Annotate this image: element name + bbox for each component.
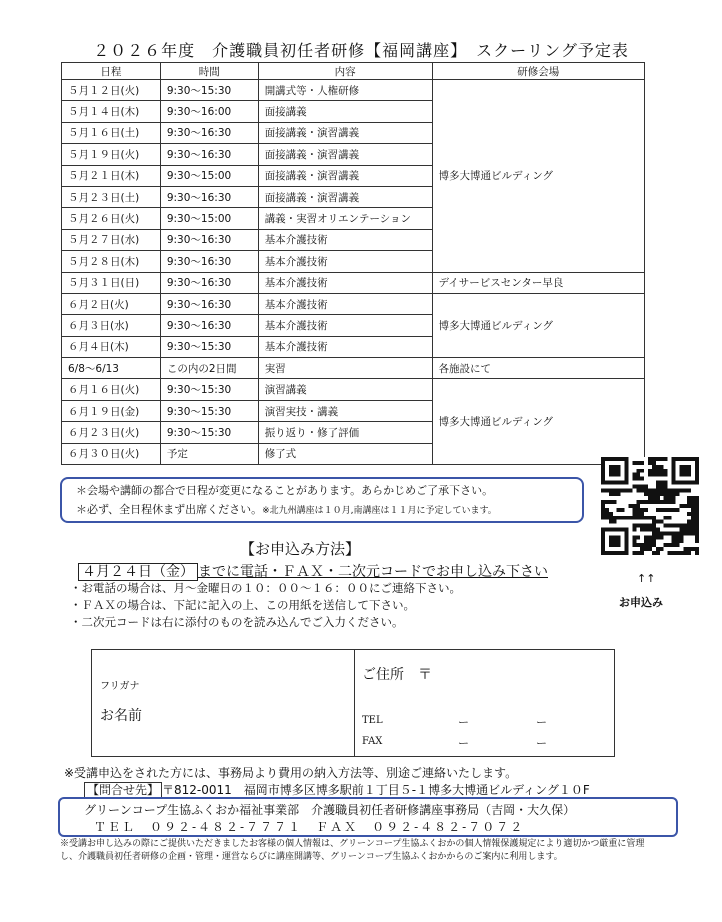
schedule-date: ５月１９日(火): [62, 144, 161, 165]
schedule-date: ６月１６日(火): [62, 379, 161, 400]
deadline-line: [78, 561, 548, 581]
schedule-time: 9:30～15:30: [160, 422, 258, 443]
schedule-content: 面接講義・演習講義: [258, 165, 432, 186]
schedule-venue: 博多大博通ビルディング: [432, 379, 644, 465]
header-date: 日程: [62, 63, 161, 80]
fax-field[interactable]: FAX: [362, 736, 383, 747]
table-row: [62, 358, 645, 379]
schedule-time: 予定: [160, 443, 258, 464]
schedule-time: 9:30～16:30: [160, 144, 258, 165]
fax-dash-1: ー: [458, 737, 469, 750]
qr-label: お申込み: [619, 596, 663, 609]
contact-line: [84, 781, 590, 798]
deadline-text: までに電話・ＦＡＸ・二次元コードでお申し込み下さい: [198, 564, 548, 580]
apply-methods-list: [70, 580, 461, 631]
schedule-time: 9:30～15:30: [160, 80, 258, 101]
table-row: [62, 272, 645, 293]
org-telfax: ＴＥＬ ０９２-４８２-７７７１ ＦＡＸ ０９２-４８２-７０７２: [94, 820, 525, 834]
deadline-date: ４月２４日（金）: [78, 563, 198, 581]
schedule-date: ６月４日(木): [62, 336, 161, 357]
schedule-time: 9:30～16:30: [160, 272, 258, 293]
note-line-2: [62, 500, 582, 521]
schedule-time: 9:30～16:30: [160, 186, 258, 207]
contact-label: 【問合せ先】: [84, 782, 162, 798]
schedule-content: 基本介護技術: [258, 251, 432, 272]
schedule-time: 9:30～15:30: [160, 336, 258, 357]
schedule-content: 基本介護技術: [258, 315, 432, 336]
method-qr: ・ 二次元コードは右に添付のものを読み込んでご入力ください。: [70, 614, 461, 631]
schedule-content: 基本介護技術: [258, 293, 432, 314]
qr-code-icon[interactable]: [601, 457, 699, 555]
org-box: [58, 797, 678, 837]
schedule-content: 基本介護技術: [258, 336, 432, 357]
schedule-content: 実習: [258, 358, 432, 379]
table-row: [62, 379, 645, 400]
table-row: [62, 80, 645, 101]
address-field[interactable]: ご住所 〒: [362, 667, 432, 683]
schedule-date: ５月２７日(水): [62, 229, 161, 250]
method-phone: ・ お電話の場合は、月～金曜日の１０：００～１６：００にご連絡下さい。: [70, 580, 461, 597]
schedule-date: ６月２３日(火): [62, 422, 161, 443]
contact-address: 〒812-0011 福岡市博多区博多駅前１丁目５-１博多大博通ビルディング１０F: [162, 783, 590, 797]
fee-notice: ※受講申込をされた方には、事務局より費用の納入方法等、別途ご連絡いたします。: [64, 766, 518, 780]
schedule-date: ６月１９日(金): [62, 400, 161, 421]
schedule-content: 修了式: [258, 443, 432, 464]
schedule-content: 面接講義・演習講義: [258, 144, 432, 165]
qr-arrows: ↑↑: [637, 572, 656, 585]
schedule-time: 9:30～16:30: [160, 251, 258, 272]
notes-box: [60, 477, 584, 523]
schedule-date: ６月２日(火): [62, 293, 161, 314]
schedule-time: この内の2日間: [160, 358, 258, 379]
note-line-2-small: ※北九州講座は１０月,南講座は１１月に予定しています。: [262, 506, 497, 516]
note-line-1: ＊会場や講師の都合で日程が変更になることがあります。あらかじめご了承下さい。: [76, 484, 494, 497]
fax-dash-2: ー: [536, 737, 547, 750]
page-title: ２０２６年度 介護職員初任者研修【福岡講座】 スクーリング予定表: [93, 41, 629, 60]
tel-dash-2: ー: [536, 716, 547, 729]
schedule-time: 9:30～15:30: [160, 379, 258, 400]
schedule-time: 9:30～16:30: [160, 315, 258, 336]
schedule-content: 演習講義: [258, 379, 432, 400]
schedule-time: 9:30～16:30: [160, 229, 258, 250]
name-field[interactable]: お名前: [100, 708, 142, 724]
table-row: [62, 293, 645, 314]
privacy-notice: ※受講お申し込みの際にご提供いただきましたお客様の個人情報は、グリーンコープ生協ふくおかの個人情報保護規定により適切かつ厳重に管理し、介護職員初任者研修の企画・管理・運営ならびに講座開講等、グリーンコープ生協ふくおかからのご案内に利用します。: [60, 839, 645, 862]
schedule-body: [62, 80, 645, 465]
schedule-date: ５月２６日(火): [62, 208, 161, 229]
schedule-time: 9:30～16:30: [160, 122, 258, 143]
schedule-venue: 博多大博通ビルディング: [432, 80, 644, 273]
org-name: グリーンコープ生協ふくおか福祉事業部 介護職員初任者研修講座事務局（吉岡・大久保）: [84, 803, 576, 817]
schedule-date: ５月２８日(木): [62, 251, 161, 272]
schedule-content: 演習実技・講義: [258, 400, 432, 421]
schedule-time: 9:30～15:00: [160, 165, 258, 186]
method-fax: ・ ＦＡＸの場合は、下記に記入の上、この用紙を送信して下さい。: [70, 597, 461, 614]
schedule-content: 面接講義・演習講義: [258, 122, 432, 143]
header-time: 時間: [160, 63, 258, 80]
form-divider: [354, 650, 355, 756]
schedule-time: 9:30～15:00: [160, 208, 258, 229]
note-line-2-main: ＊必ず、全日程休まず出席ください。: [76, 503, 263, 516]
schedule-content: 基本介護技術: [258, 272, 432, 293]
schedule-venue: 各施設にて: [432, 358, 644, 379]
furigana-field[interactable]: フリガナ: [100, 681, 140, 692]
table-header-row: [62, 63, 645, 80]
schedule-venue: デイサービスセンター早良: [432, 272, 644, 293]
schedule-date: ５月２１日(木): [62, 165, 161, 186]
schedule-content: 振り返り・修了評価: [258, 422, 432, 443]
schedule-date: 6/8～6/13: [62, 358, 161, 379]
schedule-date: ５月２３日(土): [62, 186, 161, 207]
schedule-content: 開講式等・人権研修: [258, 80, 432, 101]
application-form: [91, 649, 615, 757]
schedule-content: 面接講義: [258, 101, 432, 122]
tel-dash-1: ー: [458, 716, 469, 729]
schedule-venue: 博多大博通ビルディング: [432, 293, 644, 357]
schedule-time: 9:30～16:30: [160, 293, 258, 314]
schedule-date: ５月１６日(土): [62, 122, 161, 143]
schedule-time: 9:30～16:00: [160, 101, 258, 122]
schedule-date: ５月１２日(火): [62, 80, 161, 101]
schedule-date: ５月３１日(日): [62, 272, 161, 293]
header-venue: 研修会場: [432, 63, 644, 80]
tel-field[interactable]: TEL: [362, 715, 383, 726]
schedule-content: 講義・実習オリエンテーション: [258, 208, 432, 229]
schedule-table: [61, 62, 645, 465]
schedule-date: ６月３０日(火): [62, 443, 161, 464]
schedule-date: ６月３日(水): [62, 315, 161, 336]
header-content: 内容: [258, 63, 432, 80]
schedule-date: ５月１４日(木): [62, 101, 161, 122]
schedule-time: 9:30～15:30: [160, 400, 258, 421]
schedule-content: 基本介護技術: [258, 229, 432, 250]
schedule-content: 面接講義・演習講義: [258, 186, 432, 207]
apply-title: 【お申込み方法】: [240, 540, 361, 558]
